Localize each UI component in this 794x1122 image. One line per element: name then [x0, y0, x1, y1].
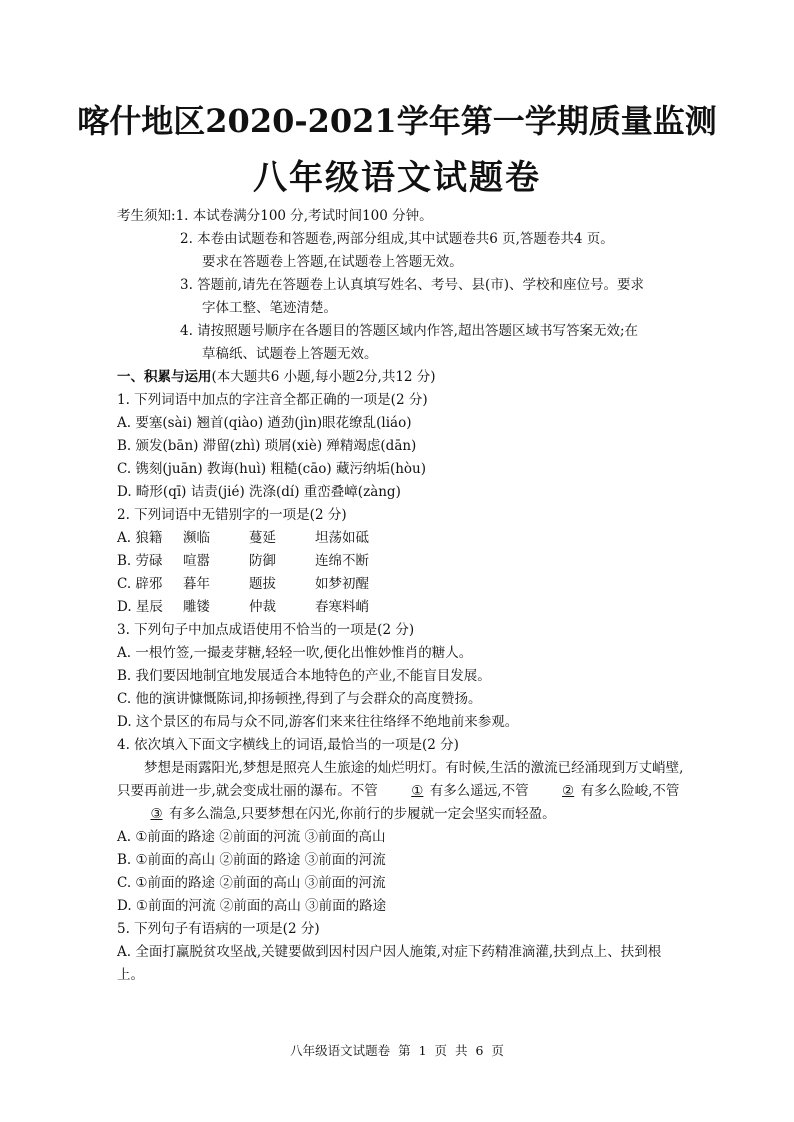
- word: 喧嚣: [183, 553, 210, 569]
- notice-item: 3. 答题前,请先在答题卷上认真填写姓名、考号、县(市)、学校和座位号。要求: [180, 277, 644, 293]
- question-4-stem: 4. 依次填入下面文字横线上的词语,最恰当的一项是(2 分): [117, 737, 459, 753]
- word: 蔓延: [249, 530, 276, 546]
- section-heading: [117, 366, 687, 389]
- word: 春寒料峭: [315, 599, 369, 615]
- word: D. 星辰: [117, 599, 163, 615]
- passage-text: 有多么遥远,不管: [429, 783, 529, 799]
- question-4-option: A. ①前面的路途 ②前面的河流 ③前面的高山: [117, 829, 386, 845]
- word: 题拔: [249, 576, 276, 592]
- question-2-stem: 2. 下列词语中无错别字的一项是(2 分): [117, 507, 347, 523]
- exam-content: [117, 205, 687, 987]
- notice-item: 1. 本试卷满分100 分,考试时间100 分钟。: [175, 208, 433, 224]
- notice-label: 考生须知:: [117, 208, 176, 224]
- passage-text: 有多么湍急,只要梦想在闪光,你前行的步履就一定会坚实而轻盈。: [169, 806, 556, 822]
- notice-item: 4. 请按照题号顺序在各题目的答题区域内作答,超出答题区域书写答案无效;在: [180, 323, 639, 339]
- passage-text: 梦想是雨露阳光,梦想是照亮人生旅途的灿烂明灯。有时候,生活的激流已经涌现到万丈峭壁,只要再前进一步,就会变成壮丽的瀑布。不管: [117, 760, 684, 799]
- question-2-option: [117, 550, 687, 573]
- exam-subtitle: 八年级语文试题卷: [253, 158, 541, 198]
- question-4-option: C. ①前面的路途 ②前面的高山 ③前面的河流: [117, 875, 386, 891]
- question-3-option: B. 我们要因地制宜地发展适合本地特色的产业,不能盲目发展。: [117, 668, 491, 684]
- notice-item: 草稿纸、试题卷上答题无效。: [202, 346, 378, 362]
- word: 雕镂: [183, 599, 210, 615]
- word: 坦荡如砥: [315, 530, 369, 546]
- question-2-option: [117, 596, 687, 619]
- question-3-stem: 3. 下列句子中加点成语使用不恰当的一项是(2 分): [117, 622, 415, 638]
- blank-1: ①: [411, 783, 424, 799]
- question-1-option: C. 镌刻(juān) 教诲(huì) 粗糙(cāo) 藏污纳垢(hòu): [117, 461, 427, 477]
- word: 濒临: [183, 530, 210, 546]
- blank-2: ②: [562, 783, 575, 799]
- question-1-option: A. 要塞(sài) 翘首(qiào) 遒劲(jìn)眼花缭乱(liáo): [117, 415, 412, 431]
- question-1-stem: 1. 下列词语中加点的字注音全都正确的一项是(2 分): [117, 392, 428, 408]
- question-5-stem: 5. 下列句子有语病的一项是(2 分): [117, 921, 320, 937]
- word: A. 狼籍: [117, 530, 163, 546]
- word: 暮年: [183, 576, 210, 592]
- word: B. 劳碌: [117, 553, 163, 569]
- section-title: 一、积累与运用: [117, 369, 212, 385]
- question-1-option: B. 颁发(bān) 滞留(zhì) 琐屑(xiè) 殚精竭虑(dān): [117, 438, 417, 454]
- question-4-option: D. ①前面的河流 ②前面的高山 ③前面的路途: [117, 898, 387, 914]
- word: C. 辟邪: [117, 576, 163, 592]
- word: 仲裁: [249, 599, 276, 615]
- notice-item: 字体工整、笔迹清楚。: [202, 300, 337, 316]
- word: 防御: [249, 553, 276, 569]
- notice-item: 要求在答题卷上答题,在试题卷上答题无效。: [202, 254, 463, 270]
- exam-title: 喀什地区2020-2021学年第一学期质量监测: [77, 102, 717, 140]
- passage-text: 有多么险峻,不管: [580, 783, 680, 799]
- notice-item: 2. 本卷由试题卷和答题卷,两部分组成,其中试题卷共6 页,答题卷共4 页。: [180, 231, 614, 247]
- blank-3: ③: [150, 806, 163, 822]
- word: 如梦初醒: [315, 576, 369, 592]
- question-1-option: D. 畸形(qī) 诘责(jié) 洗涤(dí) 重峦叠嶂(zàng): [117, 484, 401, 500]
- question-2-option: [117, 527, 687, 550]
- question-5-option: A. 全面打赢脱贫攻坚战,关键要做到因村因户因人施策,对症下药精准滴灌,扶到点上、扶到根上。: [117, 944, 662, 983]
- question-4-option: B. ①前面的高山 ②前面的路途 ③前面的河流: [117, 852, 386, 868]
- question-4-passage: [117, 757, 687, 826]
- page-footer: 八年级语文试题卷 第 1 页 共 6 页: [290, 1043, 504, 1058]
- question-2-option: [117, 573, 687, 596]
- question-3-option: A. 一根竹签,一撮麦芽糖,轻轻一吹,便化出惟妙惟肖的糖人。: [117, 645, 473, 661]
- notice-line-1: [117, 205, 687, 228]
- question-3-option: C. 他的演讲慷慨陈词,抑扬顿挫,得到了与会群众的高度赞扬。: [117, 691, 482, 707]
- section-note: (本大题共6 小题,每小题2分,共12 分): [211, 369, 436, 385]
- question-3-option: D. 这个景区的布局与众不同,游客们来来往往络绎不绝地前来参观。: [117, 714, 519, 730]
- word: 连绵不断: [315, 553, 369, 569]
